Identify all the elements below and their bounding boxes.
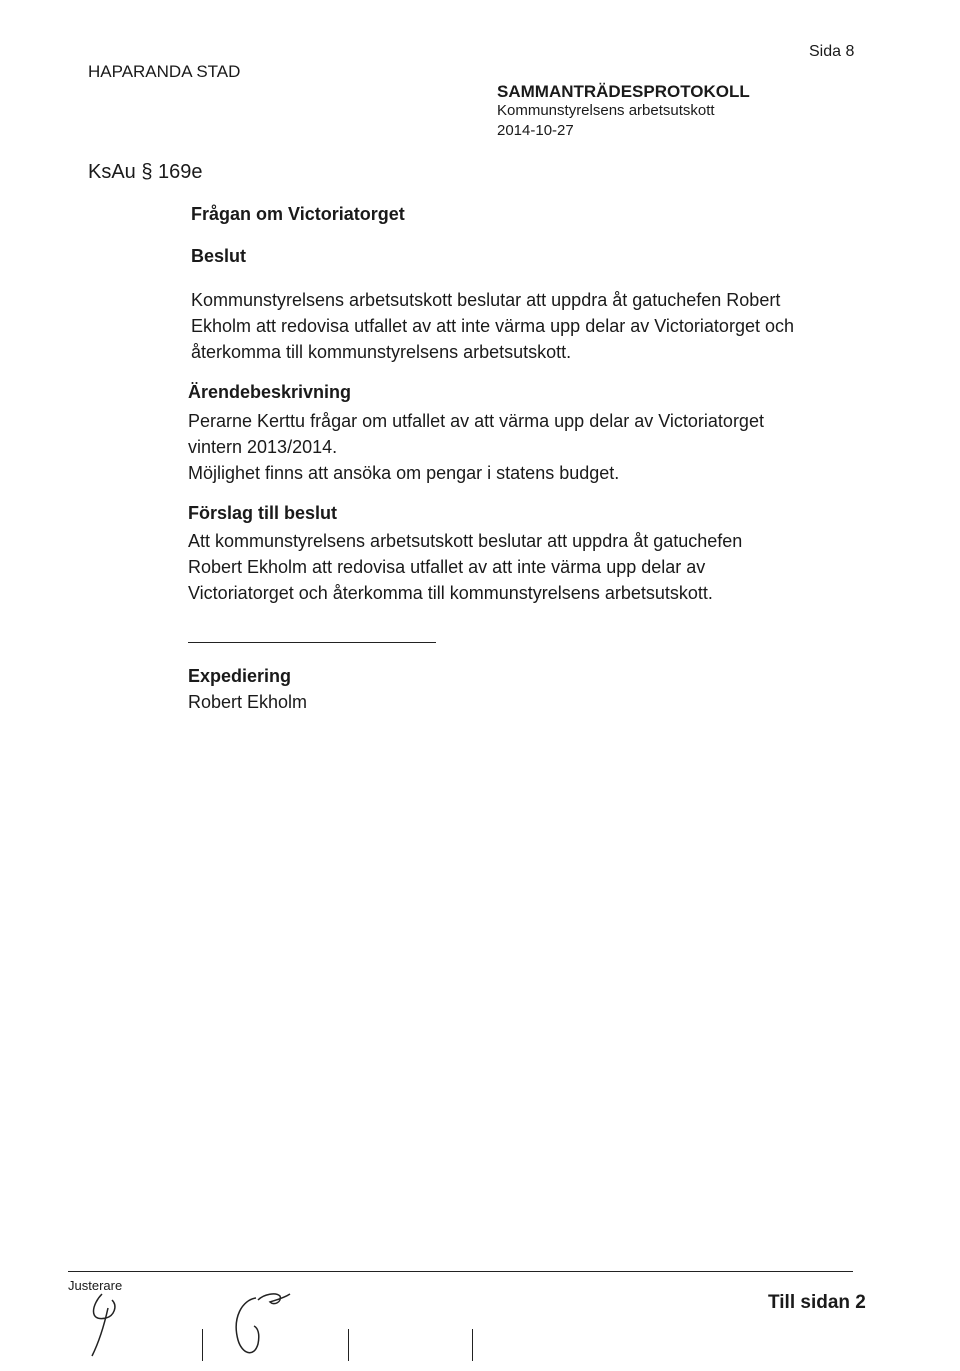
beslut-text [191, 287, 794, 365]
organization-name: HAPARANDA STAD [88, 62, 241, 81]
text-line: vintern 2013/2014. [188, 437, 338, 457]
signature-field-3 [472, 1329, 473, 1361]
footer-divider [68, 1271, 853, 1272]
text-line: Robert Ekholm att redovisa utfallet av att inte värma upp delar av [188, 557, 706, 577]
beslut-heading: Beslut [191, 246, 247, 266]
text-line: Att kommunstyrelsens arbetsutskott beslutar att uppdra åt gatuchefen [188, 531, 743, 551]
expediering-heading: Expediering [188, 666, 292, 686]
signature-2 [224, 1288, 294, 1364]
page-number: Sida 8 [809, 43, 855, 60]
arendebeskrivning-heading: Ärendebeskrivning [188, 382, 352, 402]
paragraph-id: KsAu § 169e [88, 161, 203, 183]
expediering-recipient: Robert Ekholm [188, 692, 308, 712]
forslag-heading: Förslag till beslut [188, 503, 338, 523]
text-line: Perarne Kerttu frågar om utfallet av att värma upp delar av Victoriatorget [188, 411, 764, 431]
signature-1 [84, 1288, 124, 1360]
signature-field-1 [202, 1329, 203, 1361]
text-line: Kommunstyrelsens arbetsutskott beslutar att uppdra åt gatuchefen Robert [191, 290, 781, 310]
section-divider [188, 642, 436, 643]
justerare-label: Justerare [68, 1278, 123, 1293]
next-page-label: Till sidan 2 [768, 1292, 866, 1313]
committee-name: Kommunstyrelsens arbetsutskott [497, 102, 715, 119]
meeting-date: 2014-10-27 [497, 122, 574, 139]
arendebeskrivning-text [188, 408, 764, 486]
text-line: Ekholm att redovisa utfallet av att inte värma upp delar av Victoriatorget och [191, 316, 794, 336]
text-line: återkomma till kommunstyrelsens arbetsutskott. [191, 342, 572, 362]
document-type: SAMMANTRÄDESPROTOKOLL [497, 82, 750, 101]
text-line: Victoriatorget och återkomma till kommunstyrelsens arbetsutskott. [188, 583, 713, 603]
signature-field-2 [348, 1329, 349, 1361]
text-line: Möjlighet finns att ansöka om pengar i statens budget. [188, 463, 620, 483]
topic-title: Frågan om Victoriatorget [191, 204, 405, 224]
forslag-text [188, 528, 742, 606]
